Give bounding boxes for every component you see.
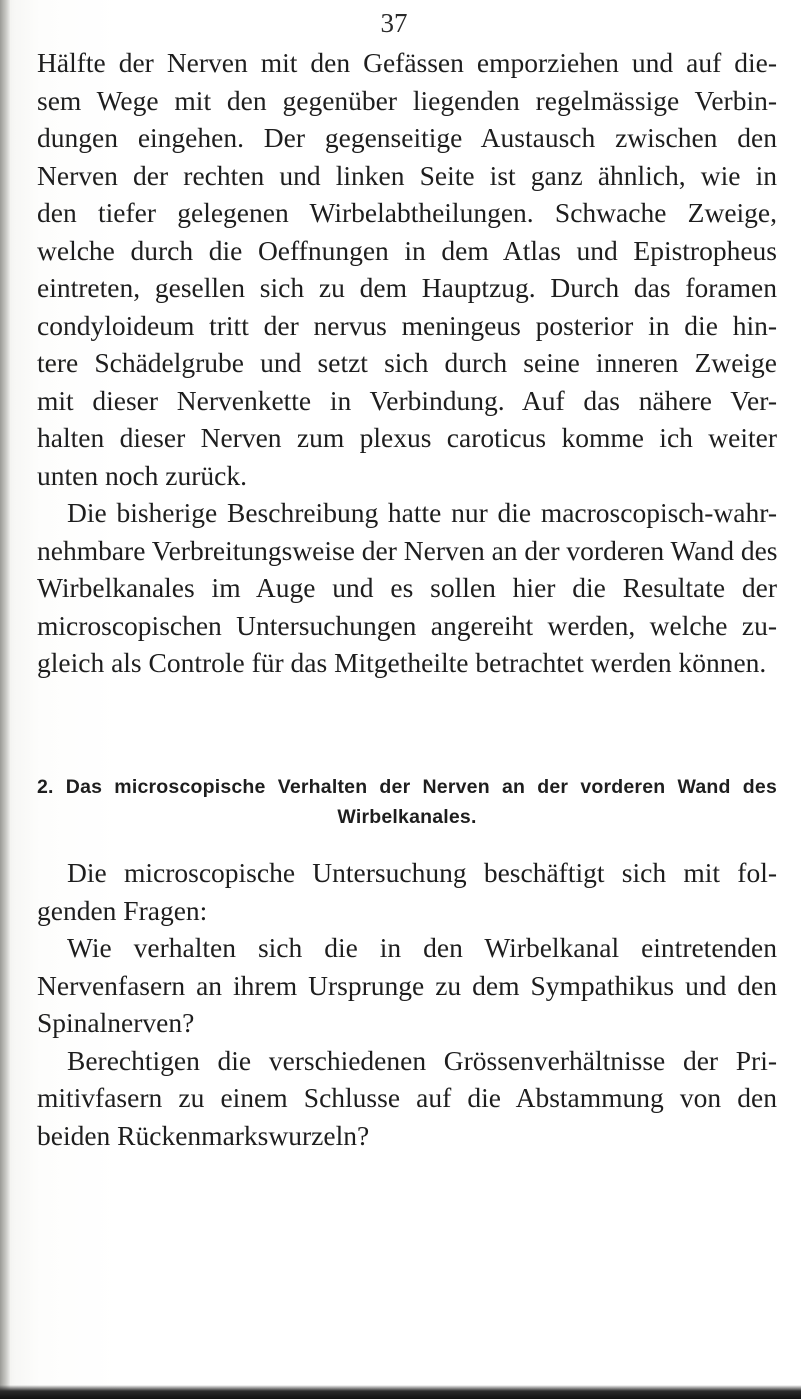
paragraph-description-summary — [37, 494, 777, 682]
text-line: mit dieser Nervenkette in Verbindung. Auf das nähere Ver- — [37, 384, 777, 416]
text-line: Berechtigen die verschiedenen Grössenverhältnisse der Pri- — [67, 1044, 777, 1076]
text-line: den tiefer gelegenen Wirbelabtheilungen. Schwache Zweige, — [37, 197, 777, 228]
text-line: gleich als Controle für das Mitgetheilte betrachtet werden können. — [37, 647, 767, 678]
section-heading-line: Wirbelkanales. — [337, 806, 477, 828]
paragraph-nerve-connections — [37, 44, 777, 494]
text-line: Die bisherige Beschreibung hatte nur die macroscopisch-wahr- — [67, 497, 777, 528]
text-line: condyloideum tritt der nervus meningeus posterior in die hin- — [37, 309, 777, 341]
text-line: Die microscopische Untersuchung beschäftigt sich mit fol- — [67, 857, 777, 888]
text-line: Nerven der rechten und linken Seite ist ganz ähnlich, wie in — [37, 159, 777, 191]
text-line: beiden Rückenmarkswurzeln? — [37, 1119, 370, 1151]
text-line: Wie verhalten sich die in den Wirbelkanal eintretenden — [67, 932, 777, 963]
section-heading — [37, 772, 777, 832]
text-line: mitivfasern zu einem Schlusse auf die Abstammung von den — [37, 1082, 777, 1113]
text-line: tere Schädelgrube und setzt sich durch seine inneren Zweige — [37, 347, 777, 378]
page-bottom-edge — [0, 1385, 801, 1399]
paragraph-question-one — [37, 929, 777, 1042]
text-line: welche durch die Oeffnungen in dem Atlas und Epistropheus — [37, 234, 777, 266]
text-line: dungen eingehen. Der gegenseitige Austausch zwischen den — [37, 122, 777, 153]
text-line: Hälfte der Nerven mit den Gefässen emporziehen und auf die- — [37, 47, 777, 78]
text-line: eintreten, gesellen sich zu dem Hauptzug. Durch das foramen — [37, 272, 777, 303]
text-line: nehmbare Verbreitungsweise der Nerven an der vorderen Wand des — [37, 534, 778, 566]
text-line: sem Wege mit den gegenüber liegenden regelmässige Verbin- — [37, 84, 777, 116]
main-text-block — [37, 44, 777, 682]
text-line: Wirbelkanales im Auge und es sollen hier die Resultate der — [37, 572, 777, 603]
text-line: unten noch zurück. — [37, 459, 247, 491]
text-line: halten dieser Nerven zum plexus caroticus komme ich weiter — [37, 422, 777, 453]
paragraph-question-two — [37, 1042, 777, 1155]
text-line: Spinalnerven? — [37, 1007, 195, 1038]
paragraph-questions-intro — [37, 854, 777, 929]
page-binding-edge — [0, 0, 10, 1399]
text-line: genden Fragen: — [37, 894, 208, 926]
text-line: Nervenfasern an ihrem Ursprunge zu dem Sympathikus und den — [37, 969, 777, 1001]
section-heading-line: 2. Das microscopische Verhalten der Nerven an der vorderen Wand des — [37, 776, 777, 798]
section-text-block — [37, 854, 777, 1154]
text-line: microscopischen Untersuchungen angereiht werden, welche zu- — [37, 609, 777, 641]
page-number: 37 — [380, 8, 408, 38]
